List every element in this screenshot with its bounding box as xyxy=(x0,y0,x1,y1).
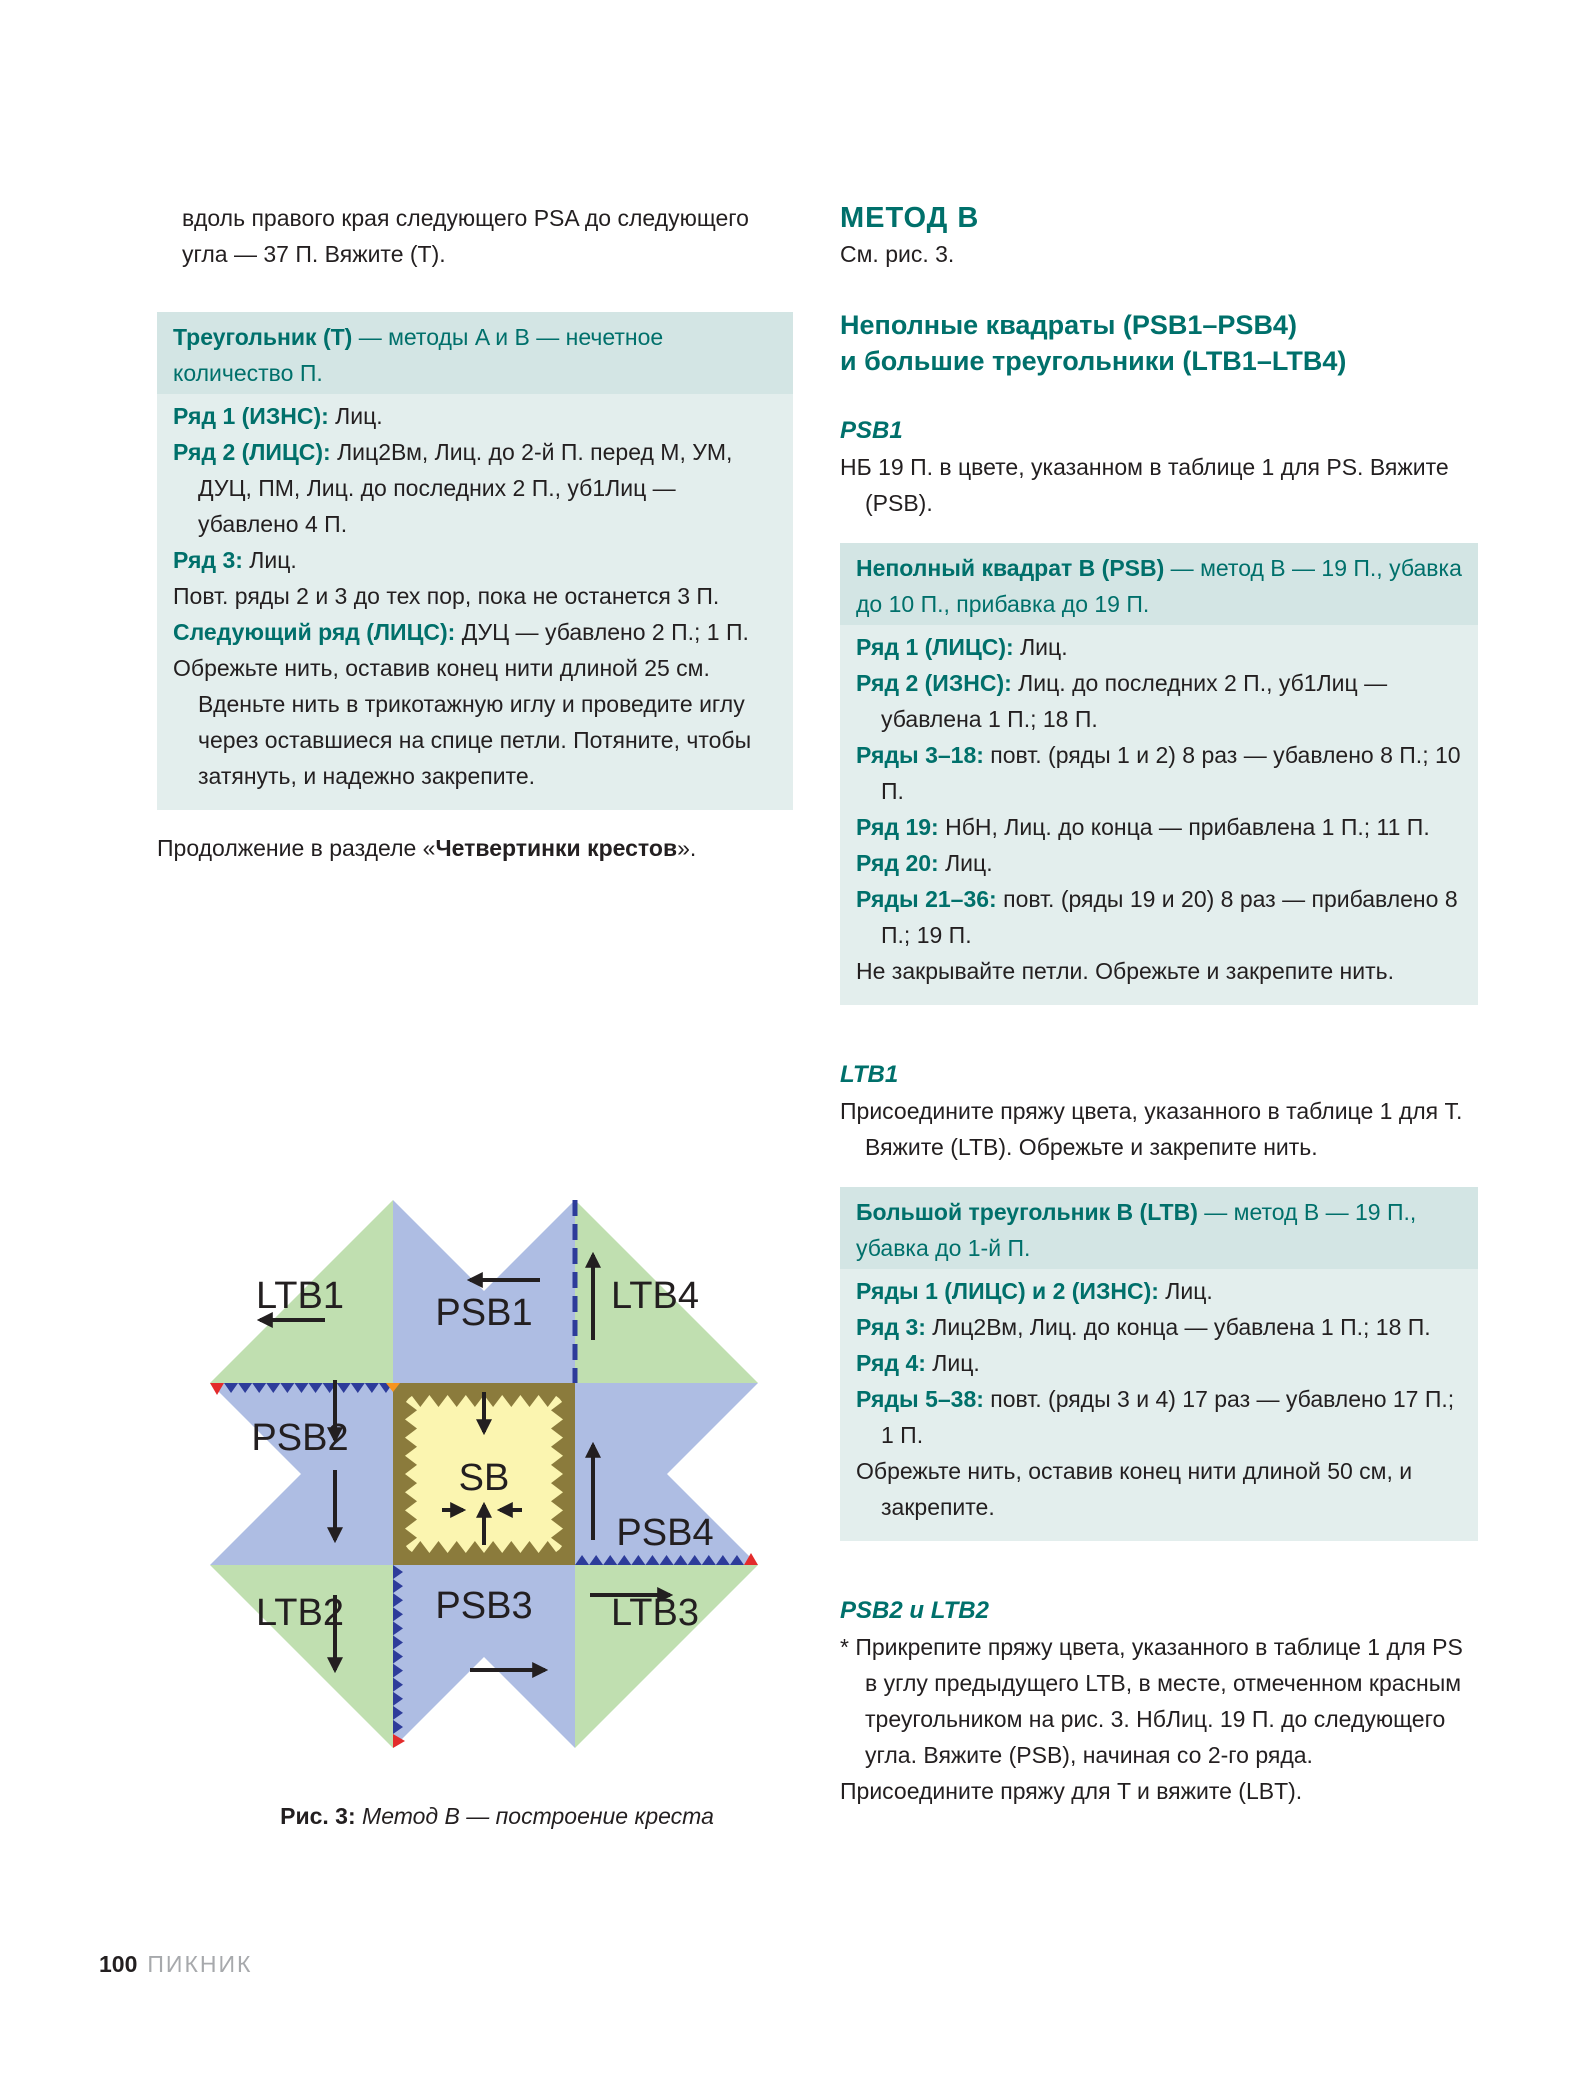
psb4-label: PSB4 xyxy=(616,1512,714,1554)
section-title-line-1: Неполные квадраты (PSB1–PSB4) xyxy=(840,310,1297,340)
row-text: ДУЦ — убавлено 2 П.; 1 П. xyxy=(455,619,749,645)
triangle-box-subtitle: — методы A и B — нечетное количество П. xyxy=(173,324,664,386)
continue-link-text: Четвертинки крестов xyxy=(435,835,678,861)
psb-box-subtitle: — метод B — 19 П., убавка до 10 П., прибавка до 19 П. xyxy=(856,555,1462,617)
pattern-row xyxy=(856,1381,1462,1453)
cross-construction-diagram xyxy=(210,1200,780,1760)
ltb-box-body xyxy=(840,1269,1478,1541)
sb-label: SB xyxy=(458,1457,510,1499)
psb-pattern-box xyxy=(840,543,1478,1005)
row-label: Следующий ряд (ЛИЦС): xyxy=(173,619,456,645)
page-number: 100 xyxy=(99,1951,138,1977)
pattern-row xyxy=(856,1309,1462,1345)
row-label: Ряд 1 (ЛИЦС): xyxy=(856,634,1014,660)
ltb2-label: LTB2 xyxy=(255,1592,345,1634)
row-text: НбН, Лиц. до конца — прибавлена 1 П.; 11 П. xyxy=(938,814,1430,840)
ltb-box-header xyxy=(840,1187,1478,1269)
ltb3-label: LTB3 xyxy=(610,1592,700,1634)
row-text: Лиц. xyxy=(938,850,993,876)
pattern-row xyxy=(856,1273,1462,1309)
row-label: Ряды 3–18: xyxy=(856,742,984,768)
page-footer xyxy=(99,1946,252,1982)
row-label: Ряд 4: xyxy=(856,1350,926,1376)
pattern-row xyxy=(856,665,1462,737)
row-text: повт. (ряды 19 и 20) 8 раз — прибавлено 8 П.; 19 П. xyxy=(881,886,1458,948)
left-column xyxy=(157,200,793,866)
psb1-label: PSB1 xyxy=(435,1292,533,1334)
continue-suffix: ». xyxy=(677,835,697,861)
psb1-title: PSB1 xyxy=(840,417,903,444)
pattern-row xyxy=(856,809,1462,845)
row-text: Лиц. xyxy=(242,547,297,573)
psb2-title: PSB2 и LTB2 xyxy=(840,1597,989,1624)
ltb4-label: LTB4 xyxy=(610,1275,700,1317)
row-text: Повт. ряды 2 и 3 до тех пор, пока не останется 3 П. xyxy=(173,583,720,609)
psb-box-title: Неполный квадрат B (PSB) xyxy=(856,555,1165,581)
pattern-row xyxy=(856,953,1462,989)
triangle-box-title: Треугольник (T) xyxy=(173,324,353,350)
psb2-label: PSB2 xyxy=(251,1417,349,1459)
row-label: Ряд 1 (ИЗНС): xyxy=(173,403,329,429)
pattern-row xyxy=(856,737,1462,809)
pattern-row xyxy=(856,1345,1462,1381)
pattern-row xyxy=(856,629,1462,665)
row-label: Ряды 1 (ЛИЦС) и 2 (ИЗНС): xyxy=(856,1278,1159,1304)
right-column xyxy=(840,200,1478,1809)
row-text: повт. (ряды 1 и 2) 8 раз — убавлено 8 П.; 10 П. xyxy=(881,742,1461,804)
pattern-row xyxy=(856,845,1462,881)
row-label: Ряд 2 (ЛИЦС): xyxy=(173,439,331,465)
psb-box-body xyxy=(840,625,1478,1005)
row-text: повт. (ряды 3 и 4) 17 раз — убавлено 17 П.; 1 П. xyxy=(881,1386,1455,1448)
ltb1-title: LTB1 xyxy=(840,1061,899,1088)
method-title: МЕТОД B xyxy=(840,202,980,234)
pattern-row xyxy=(173,578,777,614)
psb1-text: НБ 19 П. в цвете, указанном в таблице 1 для PS. Вяжите (PSB). xyxy=(840,454,1449,516)
ltb-box-title: Большой треугольник B (LTB) xyxy=(856,1199,1198,1225)
pattern-row xyxy=(173,614,777,650)
ltb-box-subtitle: — метод B — 19 П., убавка до 1-й П. xyxy=(856,1199,1417,1261)
row-label: Ряды 21–36: xyxy=(856,886,997,912)
psb3-label: PSB3 xyxy=(435,1585,533,1627)
caption-text: Метод B — построение креста xyxy=(355,1803,714,1829)
figure-caption xyxy=(157,1798,837,1834)
row-text: Лиц2Вм, Лиц. до конца — убавлена 1 П.; 18 П. xyxy=(925,1314,1431,1340)
pattern-row xyxy=(173,542,777,578)
row-text: Лиц. xyxy=(1013,634,1068,660)
row-label: Ряд 20: xyxy=(856,850,939,876)
row-text: Не закрывайте петли. Обрежьте и закрепите нить. xyxy=(856,958,1394,984)
pattern-row xyxy=(173,398,777,434)
psb-box-header xyxy=(840,543,1478,625)
psb2-shape xyxy=(210,1383,393,1565)
book-title: ПИКНИК xyxy=(147,1951,253,1977)
section-title-line-2: и большие треугольники (LTB1–LTB4) xyxy=(840,346,1347,376)
triangle-box-body xyxy=(157,394,793,810)
row-text: Лиц. xyxy=(328,403,383,429)
row-text: Лиц2Вм, Лиц. до 2-й П. перед M, УМ, ДУЦ, ПМ, Лиц. до последних 2 П., уб1Лиц — убавлено 4 П. xyxy=(198,439,733,537)
row-text: Лиц. до последних 2 П., уб1Лиц — убавлена 1 П.; 18 П. xyxy=(881,670,1388,732)
row-text: Обрежьте нить, оставив конец нити длиной 25 см. Вденьте нить в трикотажную иглу и проведите иглу через оставшиеся на спице петли. Потяните, чтобы затянуть, и надежно закрепите. xyxy=(173,655,752,789)
method-reference: См. рис. 3. xyxy=(840,241,955,267)
intro-text: вдоль правого края следующего PSA до следующего угла — 37 П. Вяжите (T). xyxy=(182,205,749,267)
row-label: Ряды 5–38: xyxy=(856,1386,984,1412)
row-label: Ряд 3: xyxy=(173,547,243,573)
pattern-row xyxy=(173,434,777,542)
ltb1-text: Присоедините пряжу цвета, указанного в таблице 1 для T. Вяжите (LTB). Обрежьте и закрепите нить. xyxy=(840,1098,1463,1160)
row-text: Лиц. xyxy=(1158,1278,1213,1304)
triangle-pattern-box xyxy=(157,312,793,810)
row-text: Лиц. xyxy=(925,1350,980,1376)
row-label: Ряд 19: xyxy=(856,814,939,840)
psb2-text-2: Присоедините пряжу для T и вяжите (LBT). xyxy=(840,1778,1303,1804)
row-label: Ряд 3: xyxy=(856,1314,926,1340)
continue-prefix: Продолжение в разделе « xyxy=(157,835,436,861)
pattern-row xyxy=(173,650,777,794)
row-label: Ряд 2 (ИЗНС): xyxy=(856,670,1012,696)
continue-note xyxy=(157,830,793,866)
ltb-pattern-box xyxy=(840,1187,1478,1541)
psb2-text: * Прикрепите пряжу цвета, указанного в таблице 1 для PS в углу предыдущего LTB, в месте, отмеченном красным треугольником на рис. 3. НбЛиц. 19 П. до следующего угла. Вяжите (PSB), начиная со 2-го ряда. xyxy=(840,1634,1463,1768)
caption-label: Рис. 3: xyxy=(280,1803,356,1829)
triangle-box-header xyxy=(157,312,793,394)
ltb1-label: LTB1 xyxy=(255,1275,345,1317)
pattern-row xyxy=(856,881,1462,953)
row-text: Обрежьте нить, оставив конец нити длиной 50 см, и закрепите. xyxy=(856,1458,1413,1520)
pattern-row xyxy=(856,1453,1462,1525)
